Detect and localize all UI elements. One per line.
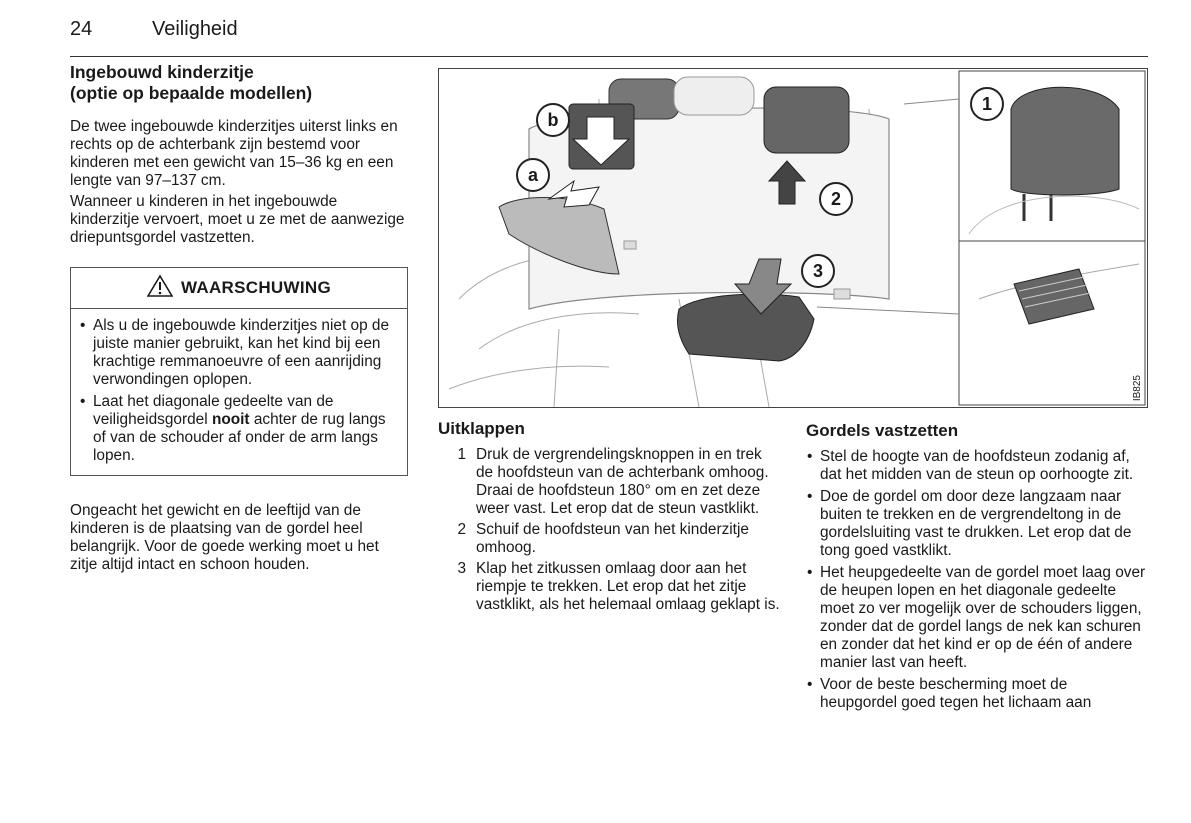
- belt-list: [806, 448, 1146, 712]
- warning-item-text: Laat het diagonale gedeelte van de veiligheidsgordel: [93, 393, 334, 428]
- page-header: [70, 16, 1148, 57]
- warning-title: WAARSCHUWING: [181, 278, 331, 297]
- unfold-heading: Uitklappen: [438, 419, 525, 438]
- belt-item: • Voor de beste bescherming moet de heupgordel goed tegen het lichaam aan: [806, 676, 1146, 712]
- warning-box: [70, 267, 408, 476]
- warning-header: [71, 268, 407, 309]
- closing-paragraph: Ongeacht het gewicht en de leeftijd van de kinderen is de plaatsing van de gordel heel belangrijk. Voor de goede werking moet u het zitje altijd intact en schoon houden.: [70, 502, 379, 573]
- section-title-line1: Ingebouwd kinderzitje: [70, 62, 254, 82]
- step-number: 3: [457, 560, 466, 577]
- callout-3: 3: [801, 254, 835, 288]
- step-text: Schuif de hoofdsteun van het kinderzitje omhoog.: [476, 521, 749, 556]
- belt-heading: Gordels vastzetten: [806, 421, 959, 440]
- figure-code: IB825: [1132, 374, 1143, 401]
- right-column: [806, 420, 1146, 716]
- step-text: Druk de vergrendelingsknoppen in en trek de hoofdsteun van de achterbank omhoog. Draai de hoofdsteun 180° om en zet deze weer vast. Let erop dat de steun vastklikt.: [476, 446, 769, 517]
- warning-emphasis: nooit: [211, 411, 250, 428]
- left-column: [70, 62, 410, 577]
- warning-triangle-icon: [147, 274, 173, 303]
- step-item: [438, 446, 783, 518]
- belt-item: • Doe de gordel om door deze langzaam naar buiten te trekken en de vergrendeltong in de gordelsluiting vast te drukken. Let erop dat de tong goed vastklikt.: [806, 488, 1146, 560]
- step-item: [438, 521, 783, 557]
- warning-item: • Als u de ingebouwde kinderzitjes niet op de juiste manier gebruikt, kan het kind bij een krachtige remmanoeuvre of een aanrijding verwondingen oplopen.: [79, 317, 399, 389]
- warning-body: [71, 309, 407, 475]
- unfold-steps: [438, 446, 783, 614]
- section-title-line2: (optie op bepaalde modellen): [70, 83, 313, 103]
- callout-2: 2: [819, 182, 853, 216]
- warning-item: [79, 393, 399, 465]
- step-item: [438, 560, 783, 614]
- chapter-title: Veiligheid: [152, 18, 238, 40]
- headrest-middle: [674, 77, 754, 115]
- warning-item-text: achter de rug langs of van de schouder af onder de arm langs lopen.: [93, 411, 386, 464]
- middle-column: [438, 418, 783, 617]
- callout-b: b: [536, 103, 570, 137]
- belt-item: • Het heupgedeelte van de gordel moet laag over de heupen lopen en het diagonale gedeelte moet zo ver mogelijk over de schouders liggen, zonder dat de gordel langs de nek kan schuren en zonder dat het kind er op de één of andere manier last van heeft.: [806, 564, 1146, 672]
- callout-1: 1: [970, 87, 1004, 121]
- page-number: 24: [70, 18, 93, 40]
- step-number: 1: [457, 446, 466, 463]
- step-text: Klap het zitkussen omlaag door aan het riempje te trekken. Let erop dat het zitje vastklikt, als het helemaal omlaag geklapt is.: [476, 560, 780, 613]
- seat-illustration: [438, 68, 1148, 408]
- step-number: 2: [457, 521, 466, 538]
- belt-item: • Stel de hoogte van de hoofdsteun zodanig af, dat het midden van de steun op oorhoogte zit.: [806, 448, 1146, 484]
- intro-paragraph-2: Wanneer u kinderen in het ingebouwde kinderzitje vervoert, moet u ze met de aanwezige driepuntsgordel vastzetten.: [70, 193, 405, 246]
- intro-paragraph-1: De twee ingebouwde kinderzitjes uiterst links en rechts op de achterbank zijn bestemd voor kinderen met een gewicht van 15–36 kg en een lengte van 97–137 cm.: [70, 118, 398, 189]
- callout-a: a: [516, 158, 550, 192]
- headrest-right: [764, 87, 849, 153]
- section-title: [70, 62, 410, 104]
